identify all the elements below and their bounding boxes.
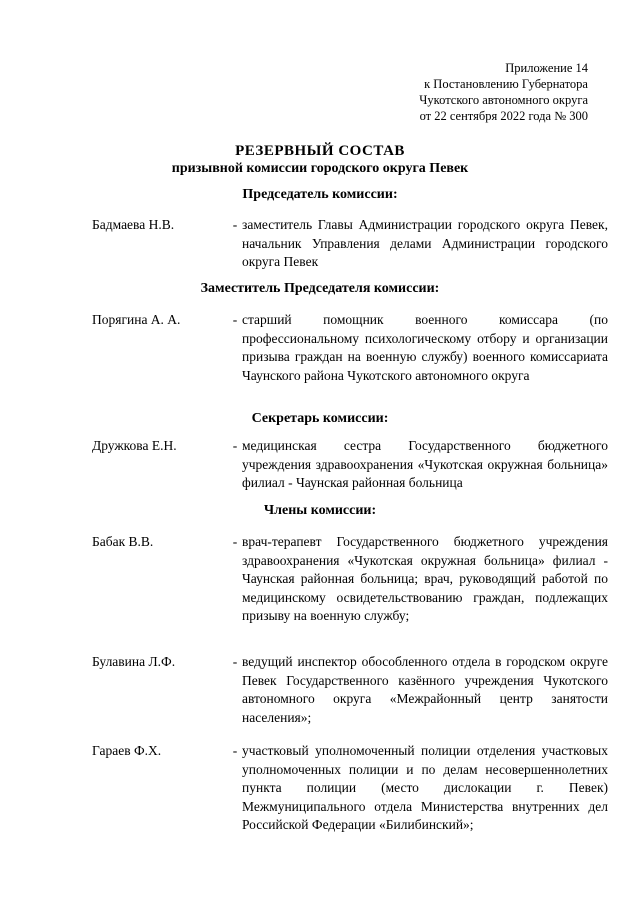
member-name: Бабак В.В.: [92, 534, 154, 549]
entry-deputy: [92, 311, 608, 385]
member-position: ведущий инспектор обособленного отдела в городском округе Певек Государственного казённого учреждения Чукотского автономного округа «Межрайонный центр занятости населения»;: [242, 654, 608, 725]
dash-separator: -: [232, 534, 238, 549]
dash-separator: -: [232, 743, 238, 758]
member-position: участковый уполномоченный полиции отделения участковых уполномоченных полиции и по делам несовершеннолетних пункта полиции (место дислокации г. Певек) Межмуниципального отдела Министерства внутренних дел Российской Федерации «Билибинский»;: [242, 743, 608, 832]
heading-secretary: Секретарь комиссии:: [251, 411, 389, 426]
member-name: Гараев Ф.Х.: [92, 743, 162, 758]
title-main: РЕЗЕРВНЫЙ СОСТАВ: [235, 143, 405, 159]
entry-secretary: [92, 437, 608, 493]
member-name: Булавина Л.Ф.: [92, 654, 176, 669]
member-name: Дружкова Е.Н.: [92, 438, 177, 453]
entry-member: [92, 742, 608, 835]
member-name: Бадмаева Н.В.: [92, 217, 175, 232]
member-position: медицинская сестра Государственного бюджетного учреждения здравоохранения «Чукотская окружная больница» филиал - Чаунская районная больница: [242, 438, 608, 490]
heading-chair: Председатель комиссии:: [242, 187, 398, 202]
appendix-line-3: Чукотского автономного округа: [419, 93, 588, 107]
entry-chair: [92, 216, 608, 272]
dash-separator: -: [232, 438, 238, 453]
heading-deputy: Заместитель Председателя комиссии:: [200, 281, 440, 296]
dash-separator: -: [232, 312, 238, 327]
member-position: врач-терапевт Государственного бюджетного учреждения здравоохранения «Чукотская окружная больница» филиал - Чаунская районная больница; врач, руководящий работой по медицинскому освидетельствованию граждан, подлежащих призыву на военную службу;: [242, 534, 608, 623]
entry-member: [92, 533, 608, 626]
appendix-line-2: к Постановлению Губернатора: [424, 77, 588, 91]
appendix-line-1: Приложение 14: [505, 61, 588, 75]
appendix-reference: [419, 60, 588, 124]
dash-separator: -: [232, 217, 238, 232]
heading-members: Члены комиссии:: [263, 503, 377, 518]
member-name: Порягина А. А.: [92, 312, 181, 327]
dash-separator: -: [232, 654, 238, 669]
entry-member: [92, 653, 608, 727]
member-position: старший помощник военного комиссара (по профессиональному психологическому отбору и организации призыва граждан на военную службу) военного комиссариата Чаунского района Чукотского автономного округа: [242, 312, 608, 383]
appendix-line-4: от 22 сентября 2022 года № 300: [419, 109, 588, 123]
document-title: [0, 142, 640, 178]
title-subtitle: призывной комиссии городского округа Певек: [171, 161, 469, 176]
member-position: заместитель Главы Администрации городского округа Певек, начальник Управления делами Администрации городского округа Певек: [242, 217, 608, 269]
